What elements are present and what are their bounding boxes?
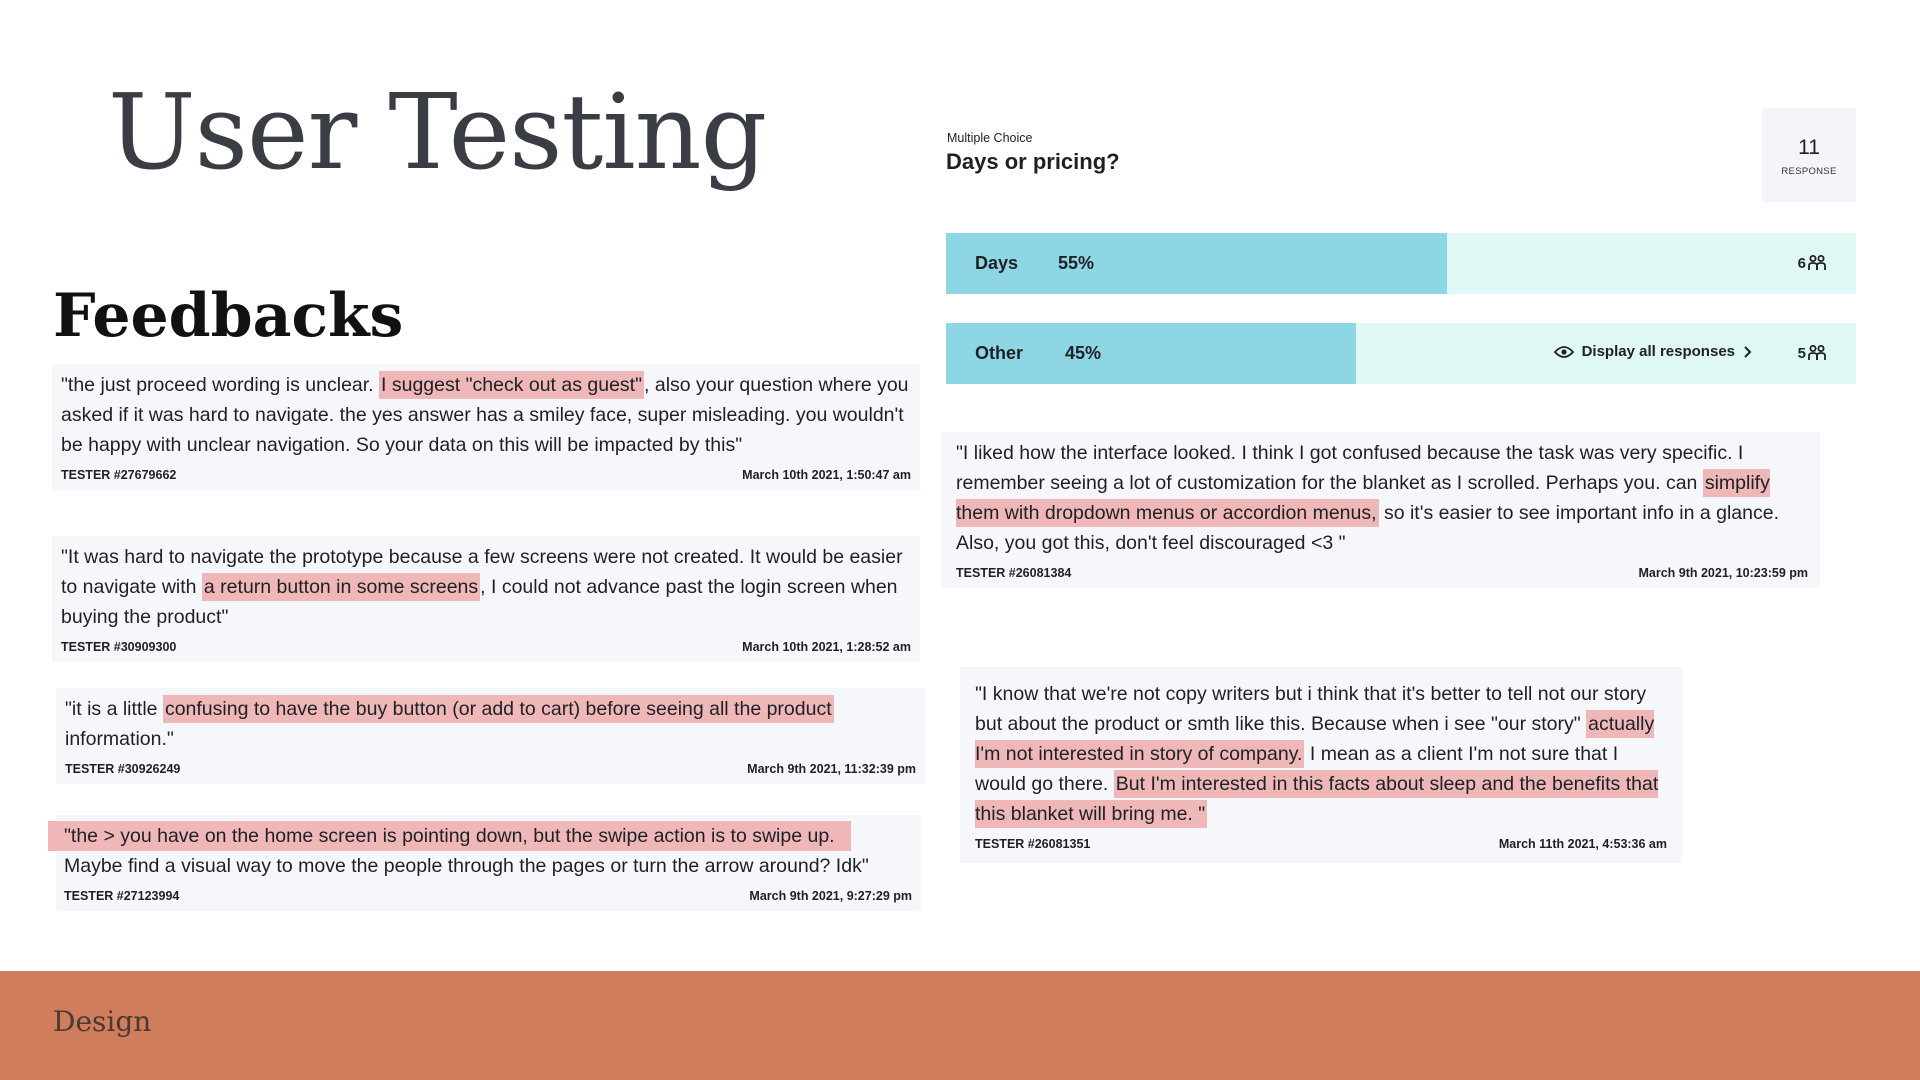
tester-id: TESTER #26081384 [956,566,1072,580]
poll-bar-fill [946,233,1447,294]
feedback-highlight: "the > you have on the home screen is pointing down, but the swipe action is to swipe up. [48,821,851,851]
response-count: 11 [1798,136,1820,159]
feedback-date: March 10th 2021, 1:50:47 am [742,468,911,482]
page-title: User Testing [108,71,767,193]
option-percent: 45% [1065,343,1102,363]
tester-id: TESTER #26081351 [975,837,1091,851]
feedback-date: March 9th 2021, 10:23:59 pm [1638,566,1808,580]
question-type: Multiple Choice [947,131,1033,145]
option-count: 5 [1797,345,1806,362]
feedback-highlight: I suggest "check out as guest" [379,371,644,399]
chevron-right-icon [1743,345,1752,359]
feedback-card [942,432,1820,588]
footer-label: Design [53,1005,152,1038]
section-title: Feedbacks [53,281,404,351]
display-all-label: Display all responses [1581,343,1735,360]
feedback-highlight: simplify them with dropdown menus or accordion menus, [956,469,1770,527]
tester-id: TESTER #30926249 [65,762,181,776]
feedback-card [56,815,921,911]
feedback-text: "I know that we're not copy writers but i think that it's better to tell not our story but about the product or smth like this. Because when i see "our story" actually I'm not interested in story of company. I mean as a client I'm not sure that I would go there. But I'm interested in this facts about sleep and the benefits that this blanket will bring me. " [975,679,1667,829]
question-title: Days or pricing? [946,149,1120,174]
feedback-date: March 9th 2021, 11:32:39 pm [747,762,916,776]
feedback-highlight: But I'm interested in this facts about sleep and the benefits that this blanket will bring me. " [975,770,1658,828]
option-percent: 55% [1058,253,1095,273]
option-count: 6 [1797,255,1806,272]
feedback-date: March 11th 2021, 4:53:36 am [1498,837,1667,851]
feedback-text: "the > you have on the home screen is pointing down, but the swipe action is to swipe up. Maybe find a visual way to move the people through the pages or turn the arrow around? Idk" [64,821,912,881]
feedback-date: March 9th 2021, 9:27:29 pm [749,889,912,903]
option-label: Days [975,253,1019,273]
tester-id: TESTER #27123994 [64,889,180,903]
feedback-date: March 10th 2021, 1:28:52 am [742,640,911,654]
feedback-text: "it is a little confusing to have the buy button (or add to cart) before seeing all the product information." [65,694,916,754]
feedback-highlight: actually I'm not interested in story of company. [975,710,1654,768]
feedback-card [52,536,920,662]
feedback-highlight: a return button in some screens [202,573,480,601]
tester-id: TESTER #27679662 [61,468,177,482]
feedback-text: "the just proceed wording is unclear. I suggest "check out as guest" , also your question where you asked if it was hard to navigate. the yes answer has a smiley face, super misleading. you wouldn't be happy with unclear navigation. So your data on this will be impacted by this" [61,370,911,460]
option-label: Other [975,343,1024,363]
footer-bar [0,971,1920,1080]
feedback-highlight: confusing to have the buy button (or add to cart) before seeing all the product [163,695,834,723]
poll-option-other [946,323,1856,384]
display-all-responses-button[interactable] [1554,343,1752,360]
feedback-text: "I liked how the interface looked. I think I got confused because the task was very specific. I remember seeing a lot of customization for the blanket as I scrolled. Perhaps you. can simplify them with dropdown menus or accordion menus, so it's easier to see important info in a glance. Also, you got this, don't feel discouraged <3 " [956,442,1779,554]
eye-icon [1554,345,1574,359]
people-icon [1808,344,1826,362]
response-count-box [1762,108,1856,202]
people-icon [1808,254,1826,272]
feedback-card [56,688,925,784]
response-label: RESPONSE [1781,166,1837,177]
feedback-card [52,364,920,490]
tester-id: TESTER #30909300 [61,640,177,654]
feedback-text: "It was hard to navigate the prototype because a few screens were not created. It would be easier to navigate with a return button in some screens , I could not advance past the login screen when buying the product" [61,546,903,628]
feedback-card [960,667,1682,863]
poll-option-days [946,233,1856,294]
